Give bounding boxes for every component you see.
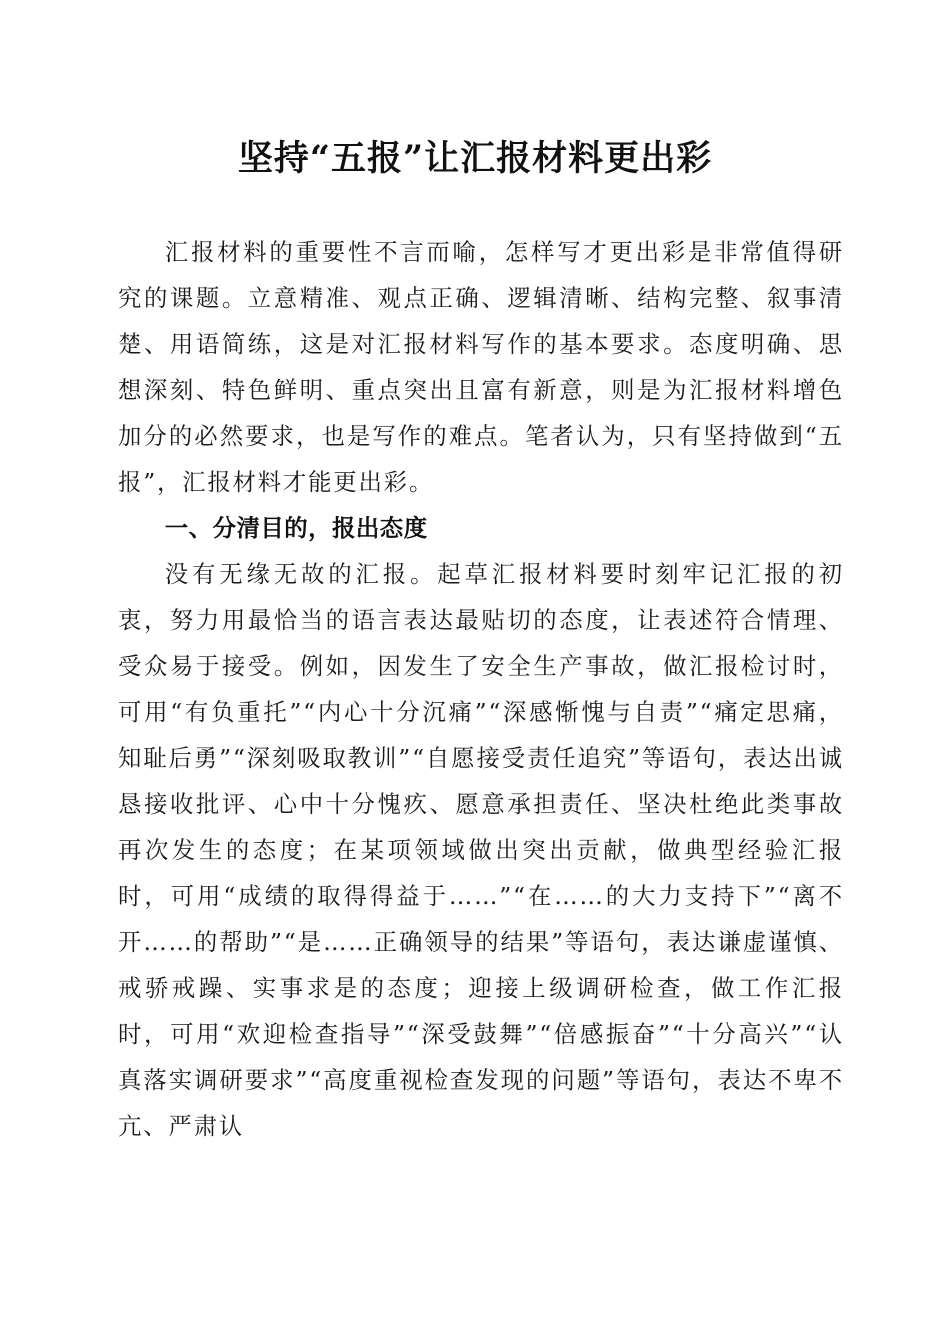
document-body (118, 229, 844, 1149)
intro-paragraph: 汇报材料的重要性不言而喻，怎样写才更出彩是非常值得研究的课题。立意精准、观点正确、逻辑清晰、结构完整、叙事清楚、用语简练，这是对汇报材料写作的基本要求。态度明确、思想深刻、特色鲜明、重点突出且富有新意，则是为汇报材料增色加分的必然要求，也是写作的难点。笔者认为，只有坚持做到“五报”，汇报材料才能更出彩。 (118, 238, 844, 496)
section-paragraph: 没有无缘无故的汇报。起草汇报材料要时刻牢记汇报的初衷，努力用最恰当的语言表达最贴切的态度，让表述符合情理、受众易于接受。例如，因发生了安全生产事故，做汇报检讨时，可用“有负重托”“内心十分沉痛”“深感惭愧与自责”“痛定思痛，知耻后勇”“深刻吸取教训”“自愿接受责任追究”等语句，表达出诚恳接收批评、心中十分愧疚、愿意承担责任、坚决杜绝此类事故再次发生的态度；在某项领域做出突出贡献，做典型经验汇报时，可用“成绩的取得得益于……”“在……的大力支持下”“离不开……的帮助”“是……正确领导的结果”等语句，表达谦虚谨慎、戒骄戒躁、实事求是的态度；迎接上级调研检查，做工作汇报时，可用“欢迎检查指导”“深受鼓舞”“倍感振奋”“十分高兴”“认真落实调研要求”“高度重视检查发现的问题”等语句，表达不卑不亢、严肃认 (118, 560, 844, 1140)
document-title: 坚持“五报”让汇报材料更出彩 (237, 138, 713, 179)
section-heading: 一、分清目的，报出态度 (164, 514, 428, 542)
